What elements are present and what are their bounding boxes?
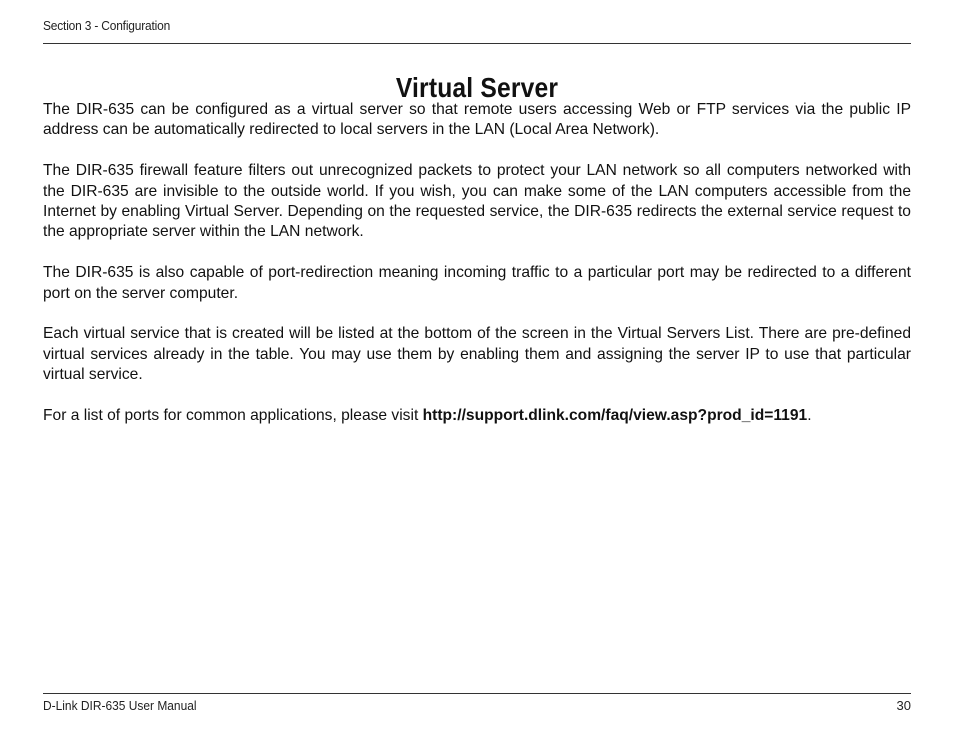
ports-note-prefix: For a list of ports for common applications, please visit [43,407,423,425]
ports-note-suffix: . [807,407,812,425]
footer-divider [43,693,911,694]
page-number: 30 [896,698,911,713]
paragraph-virtual-services-list: Each virtual service that is created will be listed at the bottom of the screen in the Virtual Servers List. There are pre-defined virtual services already in the table. You may use them by enabling them and assigning the server IP to use that particular virtual service. [43,325,911,384]
paragraph-ports-note [43,406,911,426]
footer-manual-title: D-Link DIR-635 User Manual [43,698,197,713]
support-link[interactable]: http://support.dlink.com/faq/view.asp?prod_id=1191 [422,407,808,425]
body-text [43,100,911,447]
paragraph-port-redirection: The DIR-635 is also capable of port-redirection meaning incoming traffic to a particular port may be redirected to a different port on the server computer. [43,264,911,302]
header-divider [43,43,911,44]
page-title: Virtual Server [395,71,559,103]
paragraph-intro: The DIR-635 can be configured as a virtual server so that remote users accessing Web or FTP services via the public IP address can be automatically redirected to local servers in the LAN (Local Area Network). [43,101,911,139]
section-header: Section 3 - Configuration [43,18,171,33]
paragraph-firewall: The DIR-635 firewall feature filters out unrecognized packets to protect your LAN network so all computers networked with the DIR-635 are invisible to the outside world. If you wish, you can make some of the LAN computers accessible from the Internet by enabling Virtual Server. Depending on the requested service, the DIR-635 redirects the external service request to the appropriate server within the LAN network. [43,162,911,241]
